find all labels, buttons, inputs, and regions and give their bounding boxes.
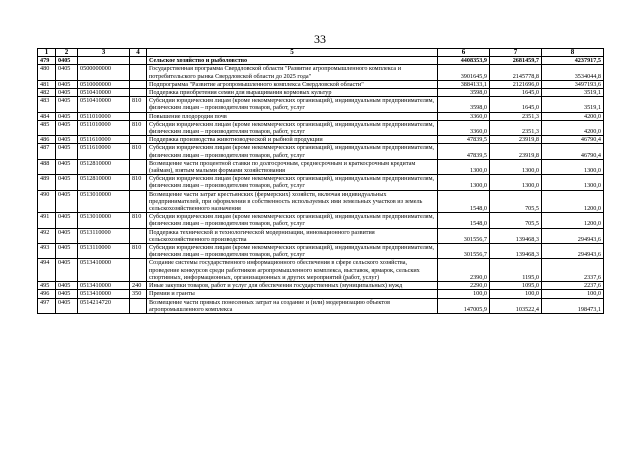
amount-year-1: 4408353,9 [438,57,490,65]
target-code: 0511010000 [78,112,130,120]
row-number: 497 [38,298,56,313]
amount-year-1: 3360,0 [438,120,490,135]
amount-year-3: 4200,0 [542,112,604,120]
amount-year-3: 1200,0 [542,213,604,228]
amount-year-2: 103522,4 [490,298,542,313]
header-cell: 4 [130,49,147,57]
section-code: 0405 [56,65,78,80]
expense-type-code [130,190,147,213]
amount-year-3: 2237,6 [542,282,604,290]
target-code: 0511610000 [78,136,130,144]
table-row [38,112,604,120]
page-number: 33 [314,32,326,46]
table-row [38,159,604,174]
table-row [38,259,604,282]
target-code: 0513410000 [78,259,130,282]
amount-year-1: 1548,0 [438,190,490,213]
amount-year-3: 3519,1 [542,97,604,112]
table-row [38,136,604,144]
amount-year-2: 2121696,0 [490,80,542,88]
header-cell: 8 [542,49,604,57]
amount-year-2: 1300,0 [490,159,542,174]
amount-year-2: 1095,0 [490,282,542,290]
amount-year-3: 3519,1 [542,89,604,97]
expense-type-code: 240 [130,282,147,290]
item-name: Субсидии юридическим лицам (кроме некоммерческих организаций), индивидуальным предпринимателям, физическим лицам – производителям товаров, работ, услуг [147,244,438,259]
row-number: 490 [38,190,56,213]
expense-type-code [130,259,147,282]
amount-year-2: 1195,0 [490,259,542,282]
expense-type-code [130,298,147,313]
table-row [38,175,604,190]
amount-year-1: 301556,7 [438,228,490,243]
item-name: Возмещение части прямых понесенных затрат на создание и (или) модернизацию объектов агропромышленного комплекса [147,298,438,313]
item-name: Государственная программа Свердловской области "Развитие агропромышленного комплекса и потребительского рынка Свердловской области до 2025 года" [147,65,438,80]
expense-type-code [130,80,147,88]
row-number: 492 [38,228,56,243]
target-code: 0512810000 [78,175,130,190]
section-code: 0405 [56,97,78,112]
amount-year-3: 294943,6 [542,244,604,259]
amount-year-3: 3497193,6 [542,80,604,88]
header-cell: 5 [147,49,438,57]
table-row [38,80,604,88]
budget-table [37,48,604,314]
section-code: 0405 [56,282,78,290]
row-number: 493 [38,244,56,259]
item-name: Субсидии юридическим лицам (кроме некоммерческих организаций), индивидуальным предпринимателям, физическим лицам – производителям товаров, работ, услуг [147,97,438,112]
item-name: Иные закупки товаров, работ и услуг для обеспечения государственных (муниципальных) нужд [147,282,438,290]
section-code: 0405 [56,298,78,313]
expense-type-code: 810 [130,175,147,190]
amount-year-1: 2390,0 [438,259,490,282]
amount-year-2: 2145778,8 [490,65,542,80]
table-row [38,213,604,228]
header-cell: 1 [38,49,56,57]
expense-type-code [130,112,147,120]
header-cell: 6 [438,49,490,57]
item-name: Сельское хозяйство и рыболовство [147,57,438,65]
expense-type-code: 810 [130,97,147,112]
row-number: 481 [38,80,56,88]
row-number: 494 [38,259,56,282]
item-name: Субсидии юридическим лицам (кроме некоммерческих организаций), индивидуальным предпринимателям, физическим лицам – производителям товаров, работ, услуг [147,175,438,190]
row-number: 485 [38,120,56,135]
item-name: Поддержка технической и технологической модернизации, инновационного развития сельскохозяйственного производства [147,228,438,243]
expense-type-code [130,57,147,65]
section-code: 0405 [56,159,78,174]
amount-year-1: 1548,0 [438,213,490,228]
amount-year-1: 100,0 [438,290,490,298]
row-number: 487 [38,144,56,159]
table-row [38,89,604,97]
section-code: 0405 [56,57,78,65]
section-code: 0405 [56,136,78,144]
section-code: 0405 [56,120,78,135]
section-code: 0405 [56,112,78,120]
amount-year-2: 705,5 [490,190,542,213]
row-number: 491 [38,213,56,228]
expense-type-code [130,228,147,243]
item-name: Подпрограмма "Развитие агропромышленного комплекса Свердловской области" [147,80,438,88]
target-code: 0511610000 [78,144,130,159]
row-number: 496 [38,290,56,298]
target-code: 0513010000 [78,213,130,228]
expense-type-code [130,65,147,80]
header-cell: 3 [78,49,130,57]
row-number: 482 [38,89,56,97]
target-code: 0500000000 [78,65,130,80]
amount-year-3: 1200,0 [542,190,604,213]
item-name: Возмещение части затрат крестьянских (фермерских) хозяйств, включая индивидуальных предпринимателей, при оформлении в собственность используемых ими земельных участков из земель сельскохозяйственного назначения [147,190,438,213]
target-code: 0513410000 [78,290,130,298]
amount-year-2: 139468,3 [490,244,542,259]
amount-year-3: 1300,0 [542,159,604,174]
amount-year-3: 100,0 [542,290,604,298]
amount-year-2: 100,0 [490,290,542,298]
item-name: Повышение плодородия почв [147,112,438,120]
table-row [38,97,604,112]
expense-type-code: 810 [130,213,147,228]
amount-year-3: 3534044,8 [542,65,604,80]
target-code: 0513110000 [78,228,130,243]
amount-year-1: 3884133,1 [438,80,490,88]
header-cell: 2 [56,49,78,57]
amount-year-2: 23919,8 [490,136,542,144]
item-name: Субсидии юридическим лицам (кроме некоммерческих организаций), индивидуальным предпринимателям, физическим лицам – производителям товаров, работ, услуг [147,213,438,228]
table-row [38,57,604,65]
amount-year-1: 3598,0 [438,89,490,97]
section-code: 0405 [56,259,78,282]
amount-year-3: 4237917,5 [542,57,604,65]
amount-year-1: 147005,9 [438,298,490,313]
row-number: 484 [38,112,56,120]
row-number: 488 [38,159,56,174]
item-name: Субсидии юридическим лицам (кроме некоммерческих организаций), индивидуальным предпринимателям, физическим лицам – производителям товаров, работ, услуг [147,144,438,159]
row-number: 495 [38,282,56,290]
amount-year-3: 198473,1 [542,298,604,313]
table-row [38,144,604,159]
item-name: Поддержка приобретения семян для выращивания кормовых культур [147,89,438,97]
amount-year-2: 1645,0 [490,97,542,112]
expense-type-code: 350 [130,290,147,298]
amount-year-2: 2681459,7 [490,57,542,65]
target-code: 0510000000 [78,80,130,88]
item-name: Создание системы государственного информационного обеспечения в сфере сельского хозяйства, проведение конкурсов среди работников агропромышленного комплекса, выставок, ярмарок, сельских спортивных, информационных, организационных и других мероприятий (работ, услуг) [147,259,438,282]
amount-year-2: 2351,3 [490,120,542,135]
amount-year-3: 294943,6 [542,228,604,243]
target-code [78,57,130,65]
table-row [38,190,604,213]
amount-year-1: 301556,7 [438,244,490,259]
expense-type-code: 810 [130,244,147,259]
row-number: 483 [38,97,56,112]
table-body [38,49,604,314]
amount-year-1: 2290,0 [438,282,490,290]
target-code: 0512810000 [78,159,130,174]
amount-year-2: 1300,0 [490,175,542,190]
expense-type-code: 810 [130,144,147,159]
table-row [38,228,604,243]
target-code: 0510410000 [78,89,130,97]
amount-year-3: 46790,4 [542,136,604,144]
amount-year-1: 47839,5 [438,136,490,144]
amount-year-2: 705,5 [490,213,542,228]
section-code: 0405 [56,228,78,243]
target-code: 0511010000 [78,120,130,135]
target-code: 0513110000 [78,244,130,259]
item-name: Субсидии юридическим лицам (кроме некоммерческих организаций), индивидуальным предпринимателям, физическим лицам – производителям товаров, работ, услуг [147,120,438,135]
amount-year-1: 3901645,9 [438,65,490,80]
target-code: 0513410000 [78,282,130,290]
amount-year-3: 2337,6 [542,259,604,282]
amount-year-1: 3360,0 [438,112,490,120]
section-code: 0405 [56,244,78,259]
section-code: 0405 [56,144,78,159]
target-code: 0510410000 [78,97,130,112]
row-number: 486 [38,136,56,144]
expense-type-code [130,159,147,174]
expense-type-code [130,89,147,97]
section-code: 0405 [56,175,78,190]
table-row [38,282,604,290]
table-row [38,65,604,80]
amount-year-1: 3598,0 [438,97,490,112]
table-row [38,244,604,259]
header-row [38,49,604,57]
amount-year-1: 1300,0 [438,175,490,190]
amount-year-1: 47839,5 [438,144,490,159]
amount-year-3: 1300,0 [542,175,604,190]
table-row [38,290,604,298]
section-code: 0405 [56,190,78,213]
section-code: 0405 [56,213,78,228]
item-name: Премии и гранты [147,290,438,298]
table-row [38,298,604,313]
amount-year-2: 23919,8 [490,144,542,159]
item-name: Поддержка производства животноводческой и рыбной продукции [147,136,438,144]
amount-year-2: 2351,3 [490,112,542,120]
expense-type-code [130,136,147,144]
amount-year-1: 1300,0 [438,159,490,174]
row-number: 480 [38,65,56,80]
target-code: 0514214720 [78,298,130,313]
row-number: 479 [38,57,56,65]
item-name: Возмещение части процентной ставки по долгосрочным, среднесрочным и краткосрочным кредитам (займам), взятым малыми формами хозяйствования [147,159,438,174]
amount-year-2: 1645,0 [490,89,542,97]
table-row [38,120,604,135]
section-code: 0405 [56,80,78,88]
section-code: 0405 [56,89,78,97]
amount-year-2: 139468,3 [490,228,542,243]
expense-type-code: 810 [130,120,147,135]
row-number: 489 [38,175,56,190]
section-code: 0405 [56,290,78,298]
amount-year-3: 46790,4 [542,144,604,159]
header-cell: 7 [490,49,542,57]
amount-year-3: 4200,0 [542,120,604,135]
target-code: 0513010000 [78,190,130,213]
